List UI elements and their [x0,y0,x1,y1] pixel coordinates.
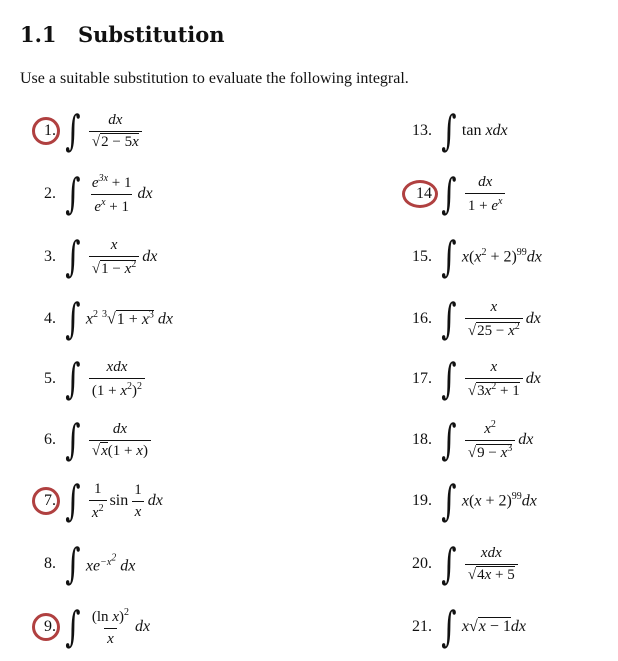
problem-20 [398,537,521,591]
problem-number: 9. [20,618,56,636]
integral-expression: ∫ $x(x + 2)^{99}dx$ [441,476,537,525]
problem-3 [20,230,157,284]
integral-expression: ∫ $x(x^2 + 2)^{99}dx$ [441,232,542,281]
problem-9 [20,600,150,654]
integral-expression: ∫ $x^2$ $^3√1 + x^3$ dx [65,294,174,343]
problem-number: 15. [412,248,432,265]
section-title: Substitution [78,22,225,47]
problem-number: 2. [44,185,56,202]
problem-number: 19. [412,492,432,509]
problem-18 [398,413,533,467]
problem-number: 21. [412,618,432,635]
integral-expression: ∫ $\frac{1}{x^2}$ sin $\frac{1}{x}$ dx [65,476,163,525]
integral-expression: ∫ $\frac{dx}{1 + e^x}$ [438,173,508,215]
problem-number: 16. [412,310,432,327]
problem-number: 18. [412,431,432,448]
integral-expression: ∫ x√x − 1dx [441,602,527,651]
problem-14 [398,167,508,221]
problem-number: 6. [44,431,56,448]
problem-number: 1. [20,122,56,140]
problem-number: 4. [44,310,56,327]
problem-number: 8. [44,555,56,572]
problem-number: 14 [398,185,432,203]
section-number: 1.1 [20,22,57,47]
section-heading [20,22,225,47]
problem-1 [20,104,145,158]
circle-annotation-icon [32,117,60,145]
integral-expression: ∫ $\frac{(\ln x)^2}{x}$ dx [65,602,151,651]
problem-4 [20,292,173,346]
integral-expression: ∫ $\frac{dx}{√2 - 5x}$ [62,110,145,152]
integral-expression: ∫ $\frac{x}{√1 - x^2}$ dx [65,232,158,281]
circle-annotation-icon [32,613,60,641]
problem-number: 13. [412,122,432,139]
problem-6 [20,413,154,467]
problem-number: 7. [20,492,56,510]
problem-17 [398,352,541,406]
problem-5 [20,352,148,406]
problem-number: 17. [412,370,432,387]
problem-15 [398,230,542,284]
integral-expression: ∫ $\frac{\text{xdx}}{(1 + x^2)^2}$ [62,358,148,400]
problem-16 [398,292,541,346]
integral-expression: ∫ $xe^{-x^2}$ dx [65,539,136,588]
problem-2 [20,167,153,221]
integral-expression: ∫ $\frac{x}{√25 - x^2}$ dx [441,294,541,343]
circle-annotation-icon [402,180,438,208]
integral-expression: ∫ $\frac{x^2}{√9 - x^3}$ dx [441,415,534,464]
integral-expression: ∫ $\frac{x}{√3x^2 + 1}$ dx [441,354,541,403]
integral-expression: ∫ $\frac{e^{3x} + 1}{e^x + 1}$ dx [65,169,153,218]
problem-13 [398,104,508,158]
integral-expression: ∫ tan xdx [441,106,508,155]
integral-expression: ∫ $\frac{\text{xdx}}{√4x + 5}$ [438,543,521,585]
integral-expression: ∫ $\frac{dx}{√x(1 + x)}$ [62,419,154,461]
problem-19 [398,474,537,528]
problem-8 [20,537,135,591]
problem-number: 20. [412,555,432,572]
instructions: Use a suitable substitution to evaluate the following integral. [20,70,409,87]
problem-number: 3. [44,248,56,265]
circle-annotation-icon [32,487,60,515]
problem-7 [20,474,163,528]
problem-21 [398,600,526,654]
problem-number: 5. [44,370,56,387]
